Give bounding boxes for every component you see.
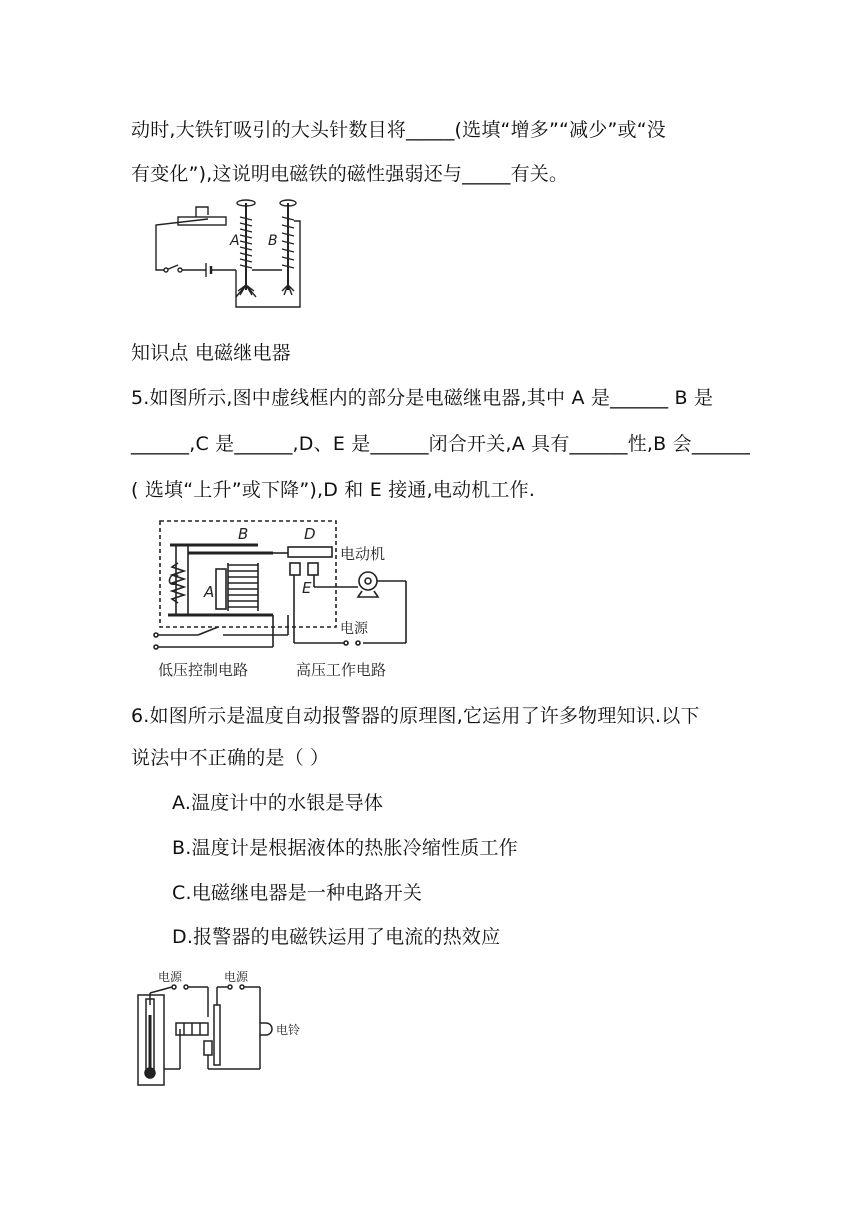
option-c: C.电磁继电器是一种电路开关 xyxy=(172,882,423,904)
option-a: A.温度计中的水银是导体 xyxy=(172,792,384,814)
question-5-line-1: 5.如图所示,图中虚线框内的部分是电磁继电器,其中 A 是______ B 是 xyxy=(131,387,714,409)
question-6-line-1: 6.如图所示是温度自动报警器的原理图,它运用了许多物理知识.以下 xyxy=(131,705,700,727)
option-b: B.温度计是根据液体的热胀冷缩性质工作 xyxy=(172,837,518,859)
alarm-figure xyxy=(130,965,320,1090)
label-b: B xyxy=(268,233,278,249)
option-d: D.报警器的电磁铁运用了电流的热效应 xyxy=(172,926,501,948)
alarm-power-label-1: 电源 xyxy=(158,970,183,984)
power-label: 电源 xyxy=(340,621,368,637)
motor-label: 电动机 xyxy=(340,545,386,563)
section-heading: 知识点 电磁继电器 xyxy=(131,342,291,364)
relay-label-a: A xyxy=(204,583,215,601)
high-voltage-label: 高压工作电路 xyxy=(296,661,387,679)
question-5-line-3: ( 选填“上升”或下降”),D 和 E 接通,电动机工作. xyxy=(131,479,536,501)
label-a: A xyxy=(230,233,240,249)
question-5-line-2: ______,C 是______,D、E 是______闭合开关,A 具有______性,B 会______ xyxy=(131,433,751,455)
relay-label-e: E xyxy=(302,579,312,597)
bell-label: 电铃 xyxy=(276,1023,301,1037)
text-line-2: 有变化”),这说明电磁铁的磁性强弱还与_____有关。 xyxy=(131,163,569,185)
relay-label-d: D xyxy=(304,525,316,543)
relay-figure xyxy=(148,517,418,682)
relay-label-c: C xyxy=(168,571,179,589)
low-voltage-label: 低压控制电路 xyxy=(158,661,249,679)
relay-label-b: B xyxy=(238,525,249,543)
text-line-1: 动时,大铁钉吸引的大头针数目将_____(选填“增多”“减少”或“没 xyxy=(131,119,666,141)
question-6-line-2: 说法中不正确的是（ ） xyxy=(131,747,330,769)
alarm-power-label-2: 电源 xyxy=(224,970,249,984)
electromagnet-figure xyxy=(148,195,318,315)
